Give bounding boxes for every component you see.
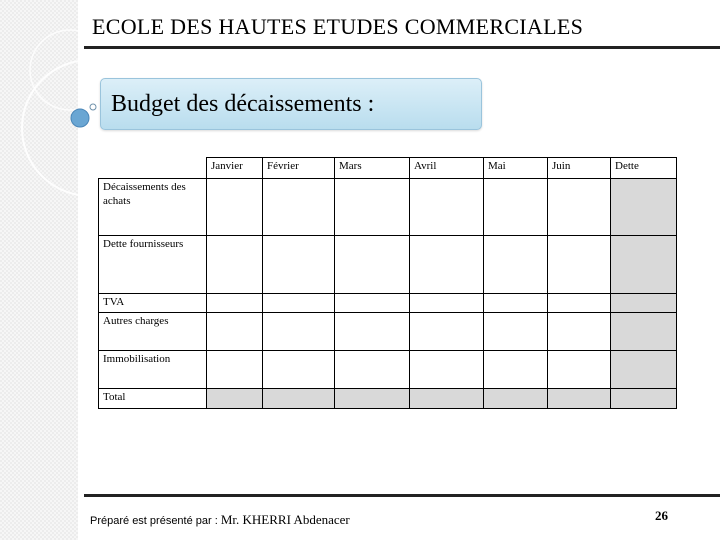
table-cell xyxy=(410,389,484,409)
column-header: Avril xyxy=(410,158,484,179)
table-cell-dette xyxy=(611,294,677,313)
row-label: TVA xyxy=(99,294,207,313)
column-header: Mars xyxy=(335,158,410,179)
table-cell xyxy=(335,313,410,351)
table-cell xyxy=(263,179,335,236)
table-cell-dette xyxy=(611,389,677,409)
table-header-row xyxy=(99,158,677,179)
column-header: Janvier xyxy=(207,158,263,179)
table-cell xyxy=(410,179,484,236)
table-cell xyxy=(263,351,335,389)
row-label: Autres charges xyxy=(99,313,207,351)
table-cell xyxy=(484,179,548,236)
table-corner-cell xyxy=(99,158,207,179)
footer-divider xyxy=(84,494,720,497)
header-title: ECOLE DES HAUTES ETUDES COMMERCIALES xyxy=(92,14,584,39)
table-cell xyxy=(263,389,335,409)
table-cell xyxy=(548,179,611,236)
table-cell xyxy=(548,236,611,294)
table-cell xyxy=(410,351,484,389)
table-row xyxy=(99,294,677,313)
budget-table xyxy=(98,157,677,409)
column-header: Juin xyxy=(548,158,611,179)
table-cell xyxy=(263,236,335,294)
table-cell xyxy=(335,389,410,409)
table-cell xyxy=(263,294,335,313)
table-cell-dette xyxy=(611,351,677,389)
column-header: Dette xyxy=(611,158,677,179)
slide-title: Budget des décaissements : xyxy=(111,91,375,117)
table-cell xyxy=(207,313,263,351)
row-label: Total xyxy=(99,389,207,409)
table-cell xyxy=(484,389,548,409)
table-cell-dette xyxy=(611,179,677,236)
table-row xyxy=(99,179,677,236)
table-cell xyxy=(263,313,335,351)
page-number: 26 xyxy=(655,508,668,523)
table-cell xyxy=(207,351,263,389)
table-row xyxy=(99,351,677,389)
table-row xyxy=(99,236,677,294)
table-cell xyxy=(207,294,263,313)
header-divider xyxy=(84,46,720,49)
table-cell xyxy=(335,236,410,294)
footer-prefix: Préparé est présenté par : xyxy=(90,515,218,527)
table-cell xyxy=(335,294,410,313)
row-label: Immobilisation xyxy=(99,351,207,389)
column-header: Mai xyxy=(484,158,548,179)
table-cell xyxy=(207,389,263,409)
table-cell xyxy=(548,294,611,313)
row-label: Décaissements des achats xyxy=(99,179,207,236)
table-cell xyxy=(335,179,410,236)
table-cell xyxy=(548,351,611,389)
table-cell xyxy=(410,313,484,351)
table-row xyxy=(99,313,677,351)
table-cell xyxy=(410,236,484,294)
table-cell xyxy=(484,351,548,389)
table-cell xyxy=(335,351,410,389)
table-cell xyxy=(484,236,548,294)
footer-author: Mr. KHERRI Abdenacer xyxy=(220,512,350,527)
table-cell-dette xyxy=(611,313,677,351)
column-header: Février xyxy=(263,158,335,179)
slide-title-box xyxy=(100,78,482,130)
table-cell xyxy=(207,236,263,294)
table-cell-dette xyxy=(611,236,677,294)
table-cell xyxy=(548,389,611,409)
footer-credit xyxy=(90,512,350,528)
table-cell xyxy=(484,313,548,351)
row-label: Dette fournisseurs xyxy=(99,236,207,294)
table-cell xyxy=(548,313,611,351)
table-row-total xyxy=(99,389,677,409)
table-cell xyxy=(207,179,263,236)
table-cell xyxy=(484,294,548,313)
table-cell xyxy=(410,294,484,313)
